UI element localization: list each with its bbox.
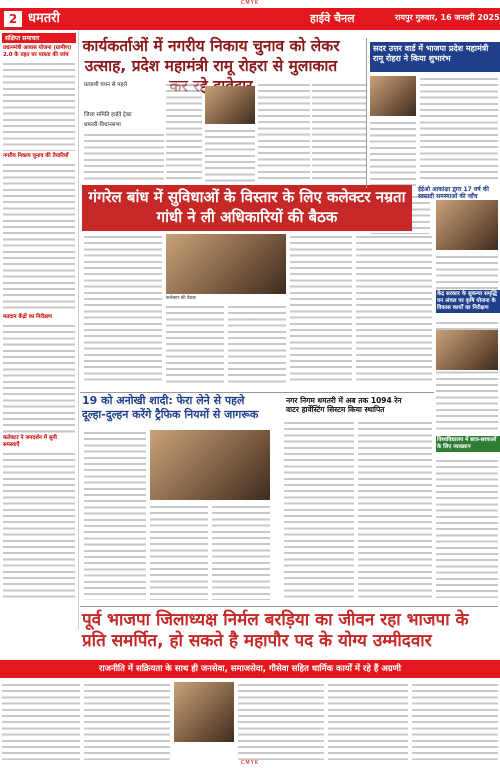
sidebar-text-block — [3, 323, 75, 433]
page-number: 2 — [4, 11, 22, 27]
lead-bullet: धमतरी-विधानसभा — [84, 122, 121, 128]
issue-place: रायपुर — [395, 13, 413, 22]
wedding-story-text — [150, 504, 208, 600]
sidebar-headline: मतदान केंद्रों का निरीक्षण — [3, 314, 52, 320]
right-story-headline: सदर उत्तर वार्ड में भाजपा प्रदेश महामंत्री रामू रोहरा ने किया शुभारंभ — [370, 42, 500, 72]
rainwater-headline: नगर निगम धमतरी में अब तक 1094 रेन वाटर हार्वेस्टिंग सिस्टम किया स्थापित — [286, 396, 402, 414]
inauguration-photo — [370, 76, 416, 116]
dam-story-text — [356, 234, 432, 384]
paper-name: हाईवे चैनल — [310, 12, 355, 25]
meeting-photo-right — [436, 200, 498, 250]
issue-date-text: गुरुवार, 16 जनवरी 2025 — [415, 13, 500, 22]
lead-bullet: प्रत्याशी चयन से पहले — [84, 82, 127, 88]
right-story-text — [370, 120, 416, 190]
dam-story-text — [228, 304, 286, 384]
lead-story-text — [166, 82, 202, 182]
registration-mark-bottom: CMYK — [240, 760, 260, 766]
row-divider — [80, 392, 434, 393]
right-story-text — [436, 458, 498, 598]
sidebar-headline: कलेक्टर ने जनदर्शन में सुनी समस्याएँ — [3, 435, 57, 448]
wedding-story-text — [84, 430, 146, 600]
leader-portrait-photo — [205, 86, 255, 124]
wedding-headline: 19 को अनोखी शादी: फेरा लेने से पहले दूल्हा-दुल्हन करेंगे ट्रैफिक नियमों से जागरूक — [82, 394, 259, 421]
lead-story-text — [312, 82, 366, 182]
nirmal-bardiya-subheadline: राजनीति में सक्रियता के साथ ही जनसेवा, समाजसेवा, गौसेवा सहित धार्मिक कार्यों में रहे हैं अग्रणी — [0, 660, 500, 678]
lead-story-text — [84, 132, 164, 182]
dam-meeting-headline: गंगरेल बांध में सुविधाओं के विस्तार के लिए कलेक्टर नम्रता गांधी ने ली अधिकारियों की बैठक — [82, 185, 412, 231]
rainwater-story-text — [358, 420, 432, 600]
news-brief-sidebar — [0, 30, 79, 630]
nirmal-bardiya-portrait — [174, 682, 234, 742]
page-city-title: धमतरी — [28, 11, 60, 26]
photo-caption: कलेक्टर की बैठक — [166, 296, 196, 301]
right-story-text — [420, 76, 498, 181]
sidebar-text-block — [3, 61, 75, 151]
column-divider — [366, 38, 367, 188]
lead-story-text — [258, 82, 310, 182]
masthead — [0, 8, 500, 30]
dam-story-text — [290, 234, 352, 384]
sidebar-text-block — [3, 451, 75, 601]
dam-story-text — [84, 234, 162, 384]
event-photo-right — [436, 330, 498, 370]
sidebar-headline: नगरीय निकाय चुनाव की तैयारियाँ — [3, 153, 69, 159]
bardiya-story-text — [328, 682, 408, 760]
sidebar-headline: प्रधानमंत्री आवास योजना (ग्रामीण) 2.0 के तहत घर पात्रता की जांच — [3, 45, 72, 58]
collector-meeting-photo — [166, 234, 286, 294]
bardiya-story-text — [2, 682, 80, 760]
right-story-text — [436, 254, 498, 294]
bardiya-story-text — [412, 682, 498, 760]
right-subheadline: ईईओ आकांक्षा द्वारा 17 वर्ष की स्वसादी समस्याओं की जाँच — [418, 186, 489, 200]
issue-date — [395, 12, 500, 23]
rainwater-story-text — [284, 420, 354, 600]
wedding-story-text — [212, 504, 270, 600]
sidebar-section-title: संक्षिप्त समाचार — [2, 33, 76, 43]
bardiya-story-text — [84, 682, 170, 760]
dam-story-text — [166, 304, 224, 384]
row-divider — [80, 606, 498, 607]
right-mid-headline: केंद्र सरकार के सुकन्या समृद्धि वन अंचल पर कृषि योजना के विकास कार्यों का निरीक्षण — [436, 290, 500, 313]
right-lower-headline: विश्वविद्यालय में छात्र-छात्राओं के लिए व्याख्यान — [436, 436, 500, 452]
lead-story-text — [205, 128, 255, 182]
couple-photo — [150, 430, 270, 500]
lead-headline: कार्यकर्ताओं में नगरीय निकाय चुनाव को लेकर उत्साह, प्रदेश महामंत्री रामू रोहरा से मुलाकात — [82, 37, 340, 75]
lead-bullet: जिला समिति हाईवे ट्रेक्ट — [84, 112, 132, 118]
sidebar-text-block — [3, 162, 75, 312]
registration-mark-top: CMYK — [240, 0, 260, 6]
bardiya-story-text — [238, 682, 324, 760]
nirmal-bardiya-headline: पूर्व भाजपा जिलाध्यक्ष निर्मल बरड़िया का जीवन रहा भाजपा के प्रति समर्पित, हो सकते है महापौर पद के योग्य उम्मीदवार — [82, 610, 469, 651]
